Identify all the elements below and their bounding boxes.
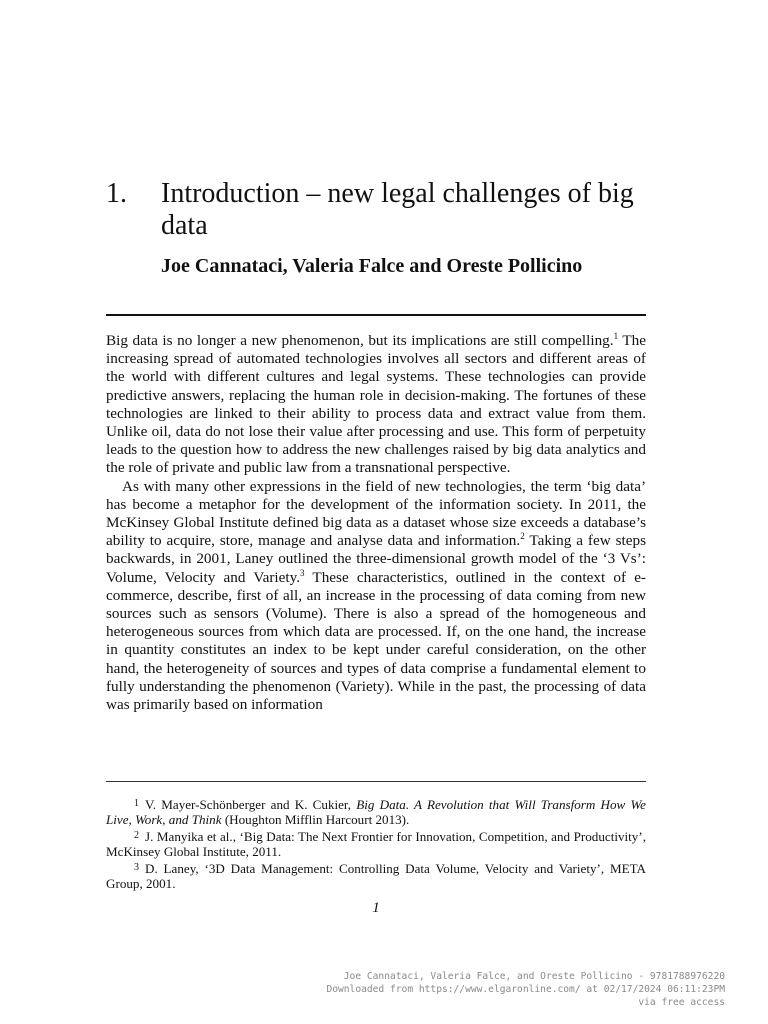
paragraph-1: Big data is no longer a new phenomenon, but its implications are still compelling.$^1$ The increasing spread of automated technologies involves all sectors and different areas of the world with different cultures and legal systems. These technologies can provide predictive answers, replacing the human role in decision-making. The fortunes of these technologies are linked to their ability to process data and extract value from them. Unlike oil, data do not lose their value after processing and use. This form of perpetuity leads to the question how to address the new challenges raised by big data analytics and the role of private and public law from a transnational perspective. xyxy=(106,330,646,477)
footnote-1-book-title: Big Data. A Revolution that Will Transform How We Live, Work, and Think xyxy=(106,797,646,828)
paragraph-2: As with many other expressions in the field of new technologies, the term ‘big data’ has become a metaphor for the development of the information society. In 2011, the McKinsey Global Institute defined big data as a dataset whose size exceeds a database’s ability to acquire, store, manage and analyse data and information.$^2$ Taking a few steps backwards, in 2001, Laney outlined the three-dimensional growth model of the ‘3 Vs’: Volume, Velocity and Variety.$^3$ These characteristics, outlined in the context of e-commerce, describe, first of all, an increase in the processing of data coming from new sources such as sensors (Volume). There is also a spread of the homogeneous and heterogeneous sources from which data are processed. If, on the one hand, the increase in quantity constitutes an index to be kept under careful consideration, on the other hand, the heterogeneity of sources and types of data comprise a fundamental element to fully understanding the phenomenon (Variety). While in the past, the processing of data was primarily based on information xyxy=(106,477,646,714)
chapter-title: Introduction – new legal challenges of big data xyxy=(161,178,634,241)
footnote-1: 1 V. Mayer-Schönberger and K. Cukier, Big Data. A Revolution that Will Transform How We Live, Work, and Think (Houghton Mifflin Harcourt 2013). xyxy=(106,797,646,828)
footnote-2: 2 J. Manyika et al., ‘Big Data: The Next Frontier for Innovation, Competition, and Productivity’, McKinsey Global Institute, 2011. xyxy=(106,828,646,860)
page-number: 1 xyxy=(372,900,380,916)
watermark-line-1: Joe Cannataci, Valeria Falce, and Oreste Pollicino - 9781788976220 xyxy=(343,971,725,982)
download-watermark xyxy=(205,970,725,1009)
watermark-line-3: via free access xyxy=(638,997,725,1008)
watermark-line-2: Downloaded from https://www.elgaronline.com/ at 02/17/2024 06:11:23PM xyxy=(326,984,725,995)
chapter-number: 1. xyxy=(106,178,127,209)
chapter-heading xyxy=(106,178,666,242)
footnote-ref-3: 3 xyxy=(300,567,305,578)
footnote-ref-1: 1 xyxy=(613,330,619,341)
chapter-authors: Joe Cannataci, Valeria Falce and Oreste Pollicino xyxy=(161,255,583,277)
title-divider xyxy=(106,314,646,316)
footnote-divider xyxy=(106,781,646,782)
footnotes xyxy=(106,796,646,891)
footnote-ref-2: 2 xyxy=(520,531,525,542)
footnote-3: 3 D. Laney, ‘3D Data Management: Controlling Data Volume, Velocity and Variety’, META Group, 2001. xyxy=(106,860,646,892)
body-text xyxy=(106,332,646,714)
